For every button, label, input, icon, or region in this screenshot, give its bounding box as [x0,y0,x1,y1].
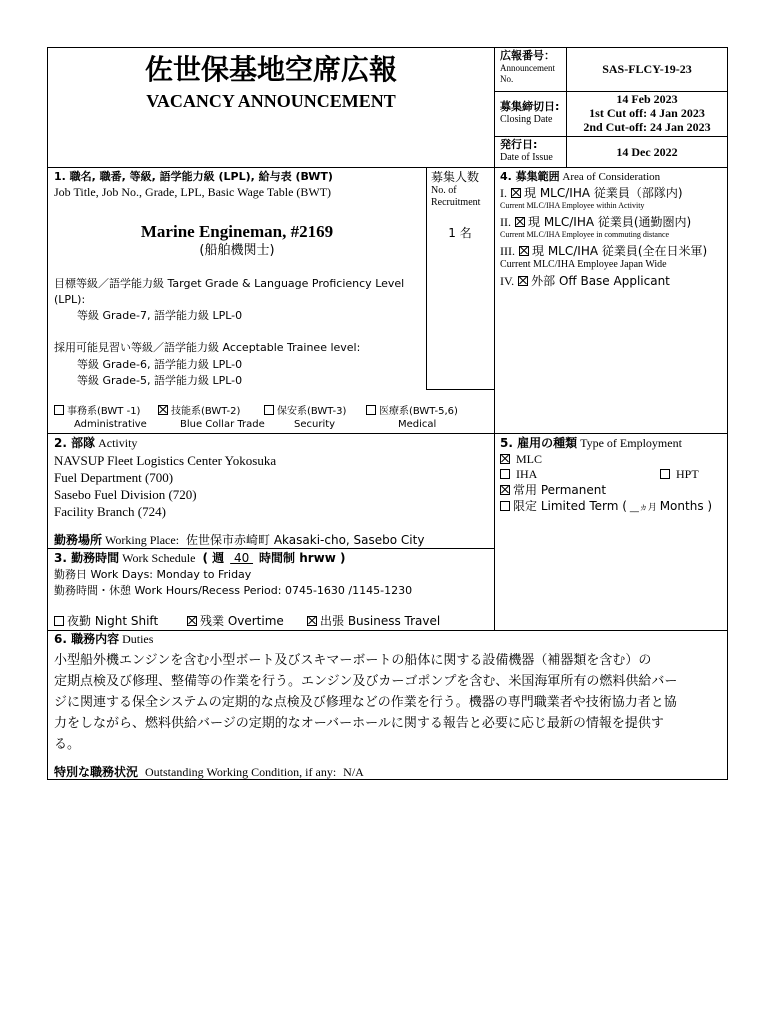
target-grade-value: 等級 Grade-7, 語学能力級 LPL-0 [77,309,243,322]
checkbox-business-travel[interactable] [307,616,317,626]
job-title-jp: (船舶機関士) [199,243,275,258]
closing-date: 14 Feb 2023 [616,92,678,106]
recruitment-label-jp: 募集人数 [431,170,480,184]
employment-hpt[interactable] [660,467,699,482]
special-condition-label-en: Outstanding Working Condition, if any: [145,765,337,779]
duties-text [54,650,726,755]
area-item-4-jp: 外部 Off Base Applicant [531,274,670,288]
recruitment-label-en2: Recruitment [431,197,481,208]
employment-limited-label: 限定 Limited Term ( [513,499,627,513]
option-business-travel-label: 出張 Business Travel [320,614,441,628]
checkbox-night-shift[interactable] [54,616,64,626]
special-condition-label-jp: 特別な職務状況 [54,765,139,779]
duties-line-1: 小型船外機エンジンを含む小型ボート及びスキマーボートの船体に関する設備機器（補器類を含む）の [54,653,652,668]
section2-heading [54,436,137,451]
employment-hpt-label: HPT [676,467,699,481]
section6-heading [54,632,153,647]
employment-limited[interactable] [500,499,712,516]
trainee-value-1: 等級 Grade-6, 語学能力級 LPL-0 [77,358,243,371]
area-item-1-jp: 現 MLC/IHA 従業員（部隊内) [524,186,683,200]
closing-label-en: Closing Date [500,114,553,125]
category-administrative-jp: 事務系(BWT -1) [67,406,141,417]
area-item-1-num: I. [500,186,507,200]
option-night-shift-label: 夜勤 Night Shift [67,614,159,628]
category-administrative[interactable] [54,405,147,431]
activity-line-2: Fuel Department (700) [54,470,174,485]
area-item-2-en: Current MLC/IHA Employee in commuting distance [500,230,670,239]
issue-date: 14 Dec 2022 [616,145,678,159]
recruitment-count: 1 名 [448,226,472,240]
area-item-1-en: Current MLC/IHA Employee within Activity [500,201,645,210]
trainee-label: 採用可能見習い等級／語学能力級 Acceptable Trainee level: [54,341,361,354]
category-security[interactable] [264,405,346,431]
trainee-value-2: 等級 Grade-5, 語学能力級 LPL-0 [77,374,243,387]
issue-label-en: Date of Issue [500,152,553,163]
employment-mlc-label: MLC [516,452,543,466]
checkbox-area-2[interactable] [515,217,525,227]
announcement-label-en: Announcement No. [500,63,555,84]
employment-iha-label: IHA [516,467,538,481]
category-medical-en: Medical [398,419,437,430]
checkbox-mlc[interactable] [500,454,510,464]
issue-label [500,138,564,164]
schedule-suffix: 時間制 hrww ) [259,551,346,565]
section2-heading-jp: 2. 部隊 [54,436,96,450]
work-hours: 勤務時間・休憩 Work Hours/Recess Period: 0745-1630 /1145-1230 [54,584,413,597]
section4-heading [500,170,660,184]
closing-label [500,100,564,126]
option-overtime-label: 残業 Overtime [200,614,284,628]
category-security-en: Security [294,419,336,430]
employment-limited-months-en: Months ) [659,499,713,513]
activity-line-1: NAVSUP Fleet Logistics Center Yokosuka [54,453,277,468]
closing-label-jp: 募集締切日: [500,100,560,113]
activity-line-3: Sasebo Fuel Division (720) [54,487,197,502]
working-place-label-jp: 勤務場所 [54,533,103,547]
area-item-3-num: III. [500,244,515,258]
checkbox-area-3[interactable] [519,246,529,256]
section4-heading-en: Area of Consideration [562,171,661,183]
section3-heading-en: Work Schedule [122,551,196,565]
work-days: 勤務日 Work Days: Monday to Friday [54,568,252,581]
category-security-jp: 保安系(BWT-3) [277,406,347,417]
announcement-no: SAS-FLCY-19-23 [602,62,692,76]
working-place-value: 佐世保市赤崎町 Akasaki-cho, Sasebo City [186,533,425,547]
section3-heading-jp: 3. 勤務時間 [54,551,120,565]
checkbox-hpt[interactable] [660,469,670,479]
working-place-label-en: Working Place: [105,533,180,547]
area-item-4-num: IV. [500,274,515,288]
checkbox-security[interactable] [264,405,274,415]
issue-label-jp: 発行日: [500,138,538,151]
section6-heading-jp: 6. 職務内容 [54,632,120,646]
section4-heading-jp: 4. 募集範囲 [500,170,560,183]
title-en: VACANCY ANNOUNCEMENT [146,91,396,111]
job-title: Marine Engineman, #2169 [140,222,334,241]
checkbox-area-4[interactable] [518,276,528,286]
category-medical-jp: 医療系(BWT-5,6) [379,406,458,417]
area-item-3-en: Current MLC/IHA Employee Japan Wide [500,259,667,270]
option-night-shift[interactable] [54,614,158,629]
cutoff-2: 2nd Cut-off: 24 Jan 2023 [583,120,711,134]
activity-line-4: Facility Branch (724) [54,504,166,519]
duties-line-4: 力をしながら、燃料供給バージの定期的なオーバーホールに関する報告と必要に応じ最新の情報を提供す [54,716,664,731]
working-place [54,533,424,548]
section3-heading [54,551,346,566]
schedule-prefix: ( 週 [202,551,225,565]
option-overtime[interactable] [187,614,284,629]
employment-limited-months-jp: __ヵ月 [626,503,660,513]
checkbox-medical[interactable] [366,405,376,415]
employment-mlc[interactable] [500,452,542,467]
schedule-hours: 40 [230,551,254,565]
announcement-label-jp: 広報番号： [500,49,555,62]
recruitment-label-en1: No. of [431,185,457,196]
section1-subheading: Job Title, Job No., Grade, LPL, Basic Wage Table (BWT) [54,185,332,199]
target-grade-label [54,277,424,307]
special-condition [54,765,364,780]
category-administrative-en: Administrative [74,419,147,430]
employment-iha[interactable] [500,467,537,482]
target-grade-label-2: (LPL): [54,293,86,306]
employment-permanent-label: 常用 Permanent [513,483,607,497]
checkbox-permanent[interactable] [500,485,510,495]
section5-heading [500,436,682,451]
area-item-2-num: II. [500,215,511,229]
duties-line-5: る。 [54,737,81,752]
announcement-label [500,49,564,85]
title-jp: 佐世保基地空席広報 [144,53,397,86]
target-grade-label-1: 目標等級／語学能力級 Target Grade & Language Proficiency Level [54,277,405,290]
area-item-2[interactable] [500,215,726,240]
closing-dates [567,92,727,134]
area-item-1[interactable] [500,186,726,211]
category-blue-collar-jp: 技能系(BWT-2) [171,406,241,417]
duties-line-3: ジに関連する保全システムの定期的な点検及び修理などの作業を行う。機器の専門職業者や技術協力者と協 [54,695,677,710]
checkbox-administrative[interactable] [54,405,64,415]
area-item-3[interactable] [500,244,726,271]
category-blue-collar[interactable] [158,405,265,431]
checkbox-limited[interactable] [500,501,510,511]
area-item-4[interactable] [500,274,726,289]
special-condition-value: N/A [343,765,364,779]
section5-heading-jp: 5. 雇用の種類 [500,436,578,450]
activity-lines [54,452,276,520]
section5-heading-en: Type of Employment [580,436,682,450]
checkbox-iha[interactable] [500,469,510,479]
recruitment-label [431,170,493,209]
employment-permanent[interactable] [500,483,606,498]
area-item-3-jp: 現 MLC/IHA 従業員(全在日米軍) [532,244,708,258]
section6-heading-en: Duties [122,632,154,646]
section2-heading-en: Activity [98,436,138,450]
option-business-travel[interactable] [307,614,440,629]
category-blue-collar-en: Blue Collar Trade [180,419,265,430]
checkbox-overtime[interactable] [187,616,197,626]
duties-line-2: 定期点検及び修理、整備等の作業を行う。エンジン及びカーゴポンプを含む、米国海軍所有の燃料供給バー [54,674,678,689]
cutoff-1: 1st Cut off: 4 Jan 2023 [589,106,705,120]
area-item-2-jp: 現 MLC/IHA 従業員(通勤圏内) [528,215,692,229]
checkbox-blue-collar[interactable] [158,405,168,415]
section1-heading: 1. 職名, 職番, 等級, 語学能力級 (LPL), 給与表 (BWT) [54,170,333,183]
checkbox-area-1[interactable] [511,188,521,198]
category-medical[interactable] [366,405,458,431]
